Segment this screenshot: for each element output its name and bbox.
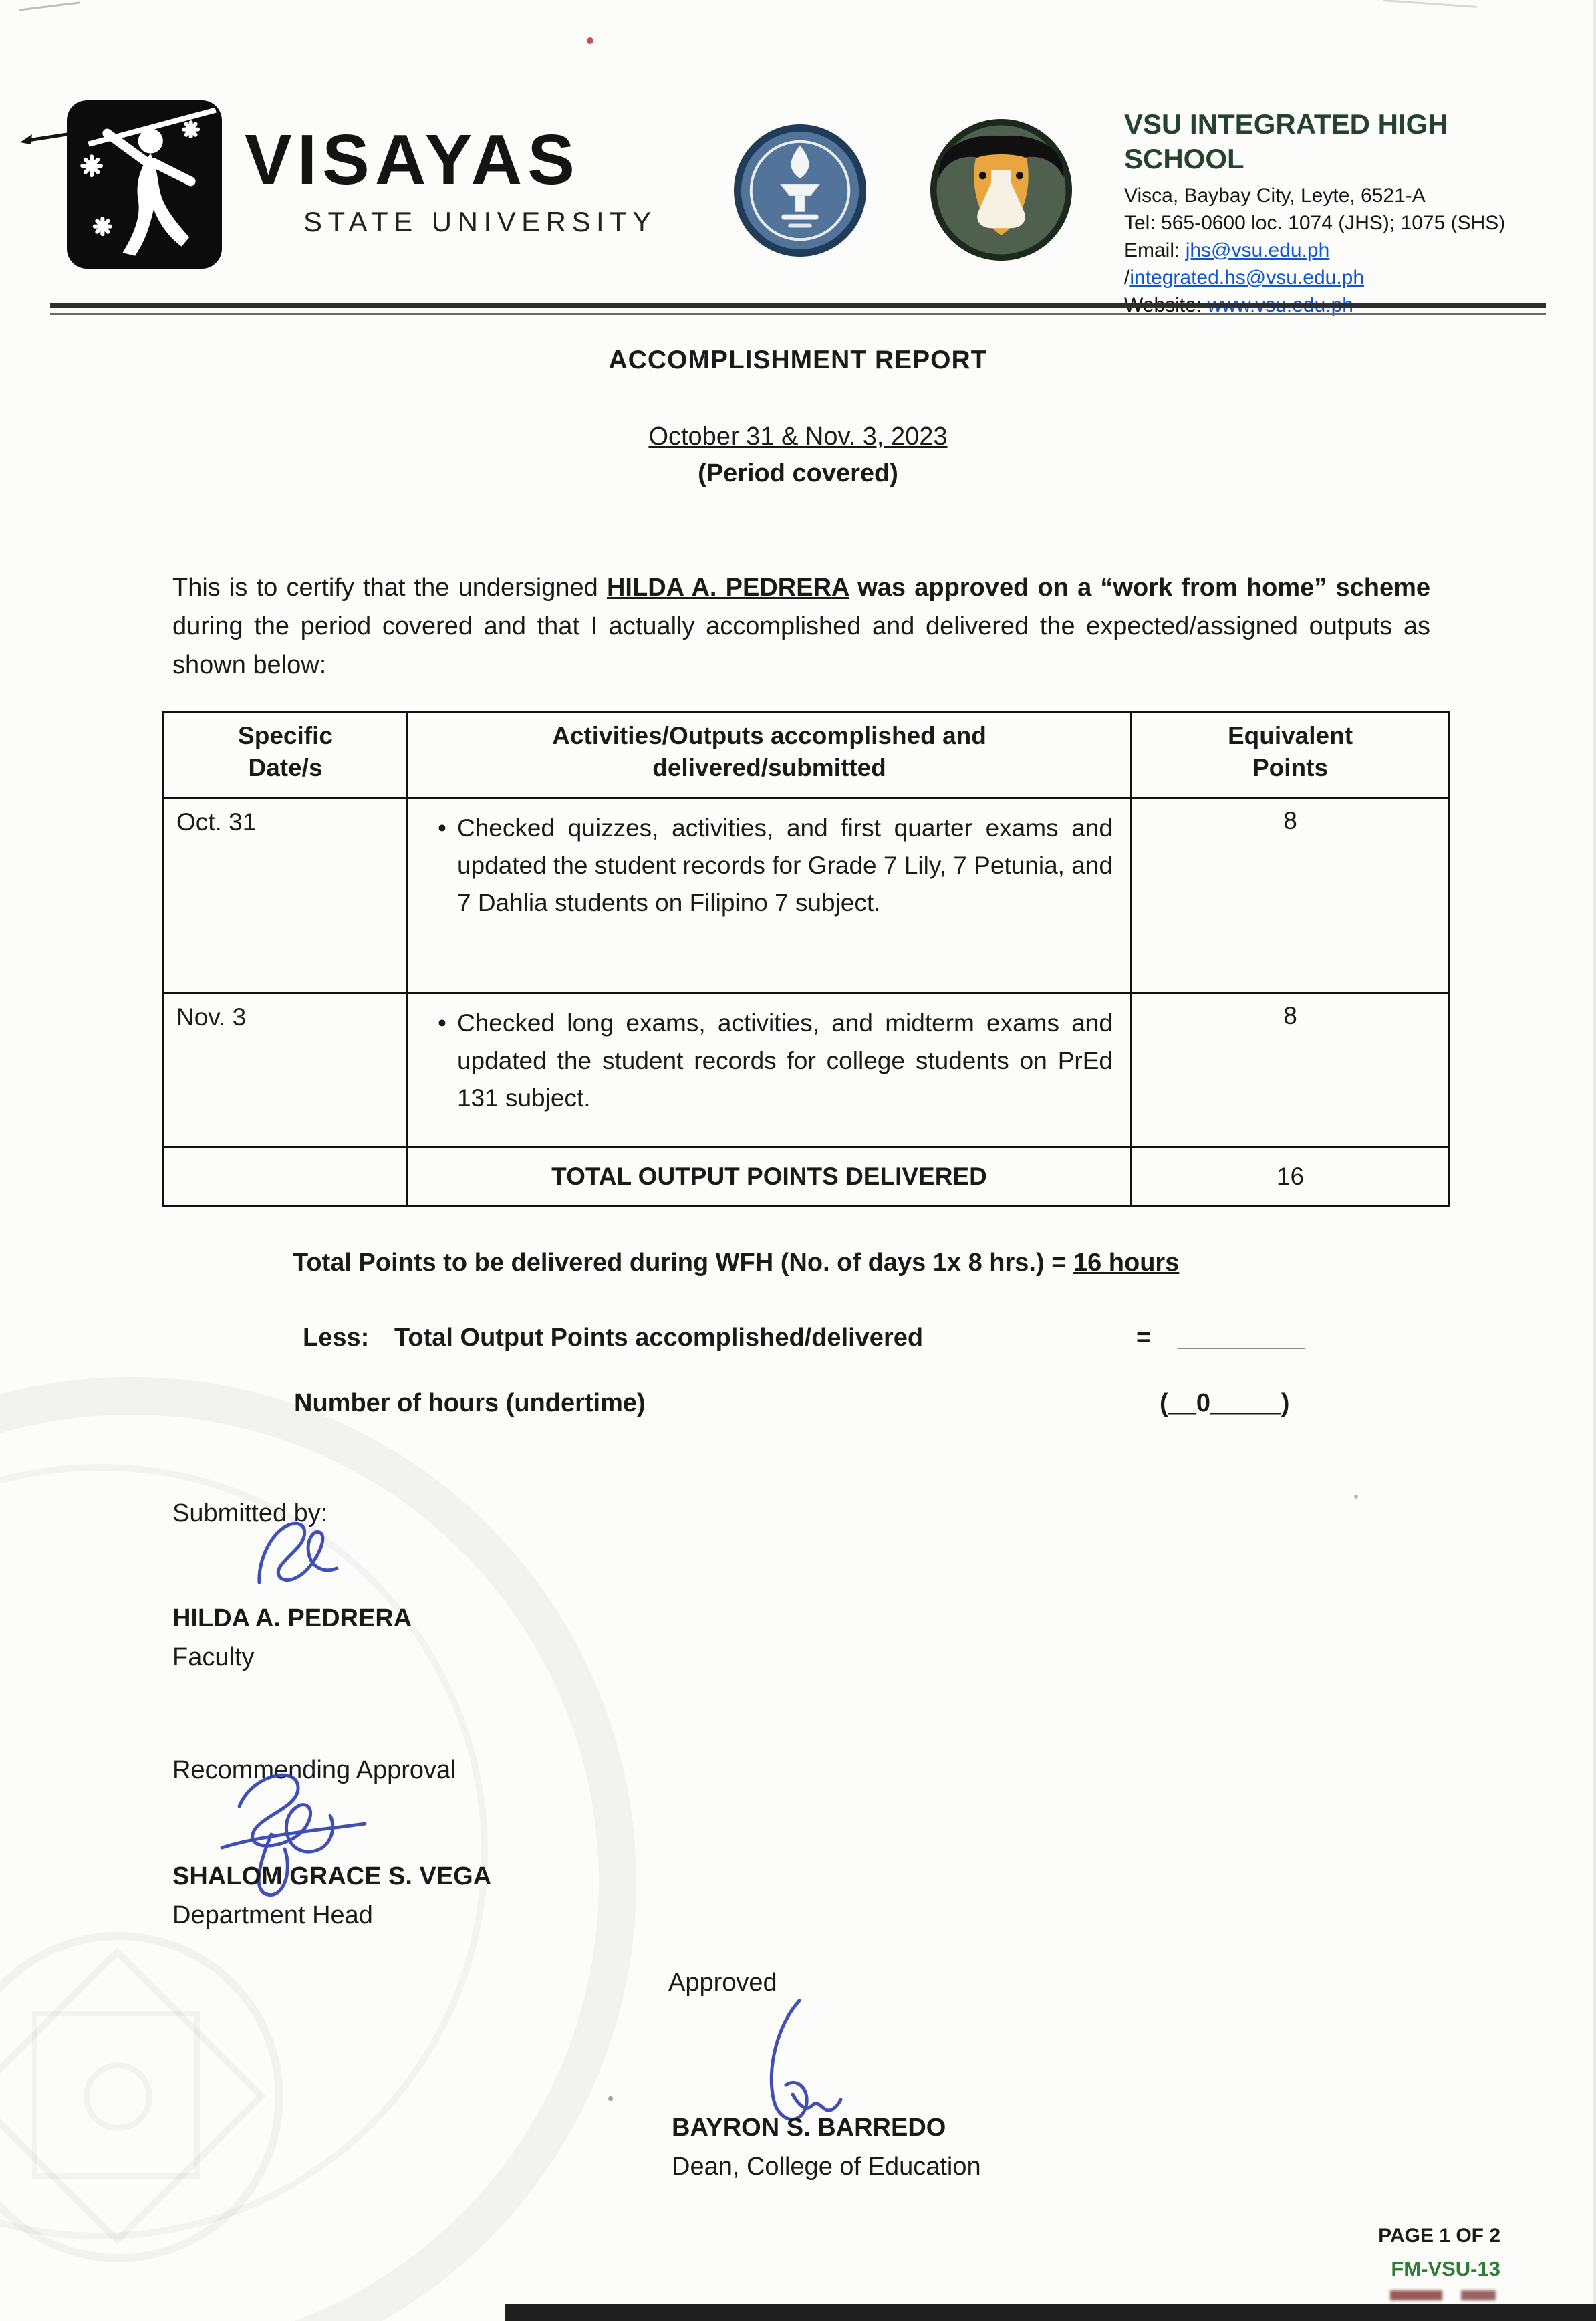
less-label: Less: [303, 1324, 370, 1352]
intro-post: during the period covered and that I actually accomplished and delivered the expected/assigned outputs as shown below: [172, 612, 1430, 679]
scan-edge-shadow-right [1593, 0, 1596, 2321]
less-text: Total Output Points accomplished/delivered [394, 1324, 924, 1352]
column-header-date: Specific Date/s [164, 713, 408, 799]
table-row-1-activity: • Checked quizzes, activities, and first quarter exams and updated the student records for Grade 7 Lily, 7 Petunia, and 7 Dahlia students on Filipino 7 subject. [408, 799, 1132, 994]
carabao-seal [930, 119, 1072, 261]
email-link-jhs[interactable]: jhs@vsu.edu.ph [1185, 239, 1330, 261]
email-label: Email: [1124, 239, 1186, 261]
table-row-2-date: Nov. 3 [164, 994, 408, 1148]
school-name: VSU INTEGRATED HIGH SCHOOL [1124, 108, 1448, 174]
table-total-label: TOTAL OUTPUT POINTS DELIVERED [408, 1148, 1132, 1207]
table-total-points: 16 [1132, 1148, 1450, 1207]
accomplishment-table [162, 711, 1450, 1207]
recommending-label: Recommending Approval [172, 1756, 456, 1784]
email-secondary-prefix: / [1124, 267, 1130, 289]
period-dates: October 31 & Nov. 3, 2023 [648, 422, 948, 451]
header-rule-thin [50, 313, 1546, 315]
table-row-1-date: Oct. 31 [164, 799, 408, 994]
recommending-title: Department Head [172, 1901, 373, 1929]
table-row-2-points: 8 [1132, 994, 1450, 1148]
bullet-icon: • [438, 814, 446, 842]
table-row-2-activity: • Checked long exams, activities, and midterm exams and updated the student records for college students on PrEd 131 subject. [408, 994, 1132, 1148]
approved-label: Approved [668, 1969, 777, 1997]
watermark-compass-star-2 [32, 2011, 200, 2179]
scan-edge-bar [505, 2304, 1596, 2321]
intro-pre: This is to certify that the undersigned [172, 574, 607, 602]
table-row-1-points: 8 [1132, 799, 1450, 994]
form-code: FM-VSU-13 [1391, 2257, 1500, 2280]
school-contact-block [1124, 107, 1525, 319]
approved-name: BAYRON S. BARREDO [672, 2114, 946, 2142]
table-total-empty-cell [164, 1148, 408, 1207]
scan-edge-mark-top-left [19, 1, 80, 11]
certification-paragraph [172, 568, 1430, 685]
recommending-name: SHALOM GRACE S. VEGA [172, 1862, 492, 1890]
email-link-integrated[interactable]: integrated.hs@vsu.edu.ph [1129, 267, 1365, 289]
university-logotype [245, 120, 657, 238]
less-blank-line: _________ [1178, 1324, 1305, 1352]
signature-hilda [239, 1512, 373, 1609]
column-header-points: Equivalent Points [1132, 713, 1450, 799]
column-header-activities: Activities/Outputs accomplished and delivered/submitted [408, 713, 1132, 799]
period-label: (Period covered) [698, 459, 898, 487]
bullet-icon: • [438, 1009, 446, 1037]
employee-name-inline: HILDA A. PEDRERA [606, 574, 849, 602]
submitted-name: HILDA A. PEDRERA [172, 1604, 412, 1632]
intro-bold-mid: was approved on a “work from home” scheme [849, 574, 1431, 602]
scan-speck-red [587, 37, 593, 44]
cut-off-text-artifact [1390, 2290, 1442, 2300]
wfh-total-value: 16 hours [1073, 1249, 1180, 1277]
submitted-by-label: Submitted by: [172, 1499, 328, 1528]
torch-seal [734, 124, 866, 257]
submitted-title: Faculty [172, 1643, 255, 1671]
school-email-line [1124, 237, 1525, 264]
vsu-logo [67, 100, 222, 269]
school-email-line-2 [1124, 264, 1525, 291]
scan-speck [1354, 1495, 1358, 1499]
page-number: PAGE 1 OF 2 [1378, 2225, 1500, 2247]
cut-off-text-artifact-2 [1461, 2290, 1496, 2300]
logotype-sub: STATE UNIVERSITY [303, 206, 657, 237]
logotype-main: VISAYAS [245, 120, 580, 199]
report-title: ACCOMPLISHMENT REPORT [608, 346, 988, 374]
wfh-total-line: Total Points to be delivered during WFH (No. of days 1x 8 hrs.) = 16 hours [293, 1249, 1180, 1277]
undertime-value: (__0_____) [1160, 1389, 1290, 1417]
header-rule-thick [50, 303, 1546, 308]
approved-title: Dean, College of Education [672, 2153, 981, 2181]
torch-seal-icon [734, 124, 866, 257]
less-equals: = [1136, 1324, 1152, 1352]
school-address: Visca, Baybay City, Leyte, 6521-A [1124, 185, 1426, 207]
scan-edge-mark-top-right [1383, 0, 1477, 8]
carabao-seal-icon [930, 119, 1072, 261]
vsu-figure-icon [67, 100, 222, 269]
scan-speck [608, 2096, 613, 2101]
undertime-label: Number of hours (undertime) [294, 1389, 646, 1417]
school-tel: Tel: 565-0600 loc. 1074 (JHS); 1075 (SHS) [1124, 212, 1506, 234]
